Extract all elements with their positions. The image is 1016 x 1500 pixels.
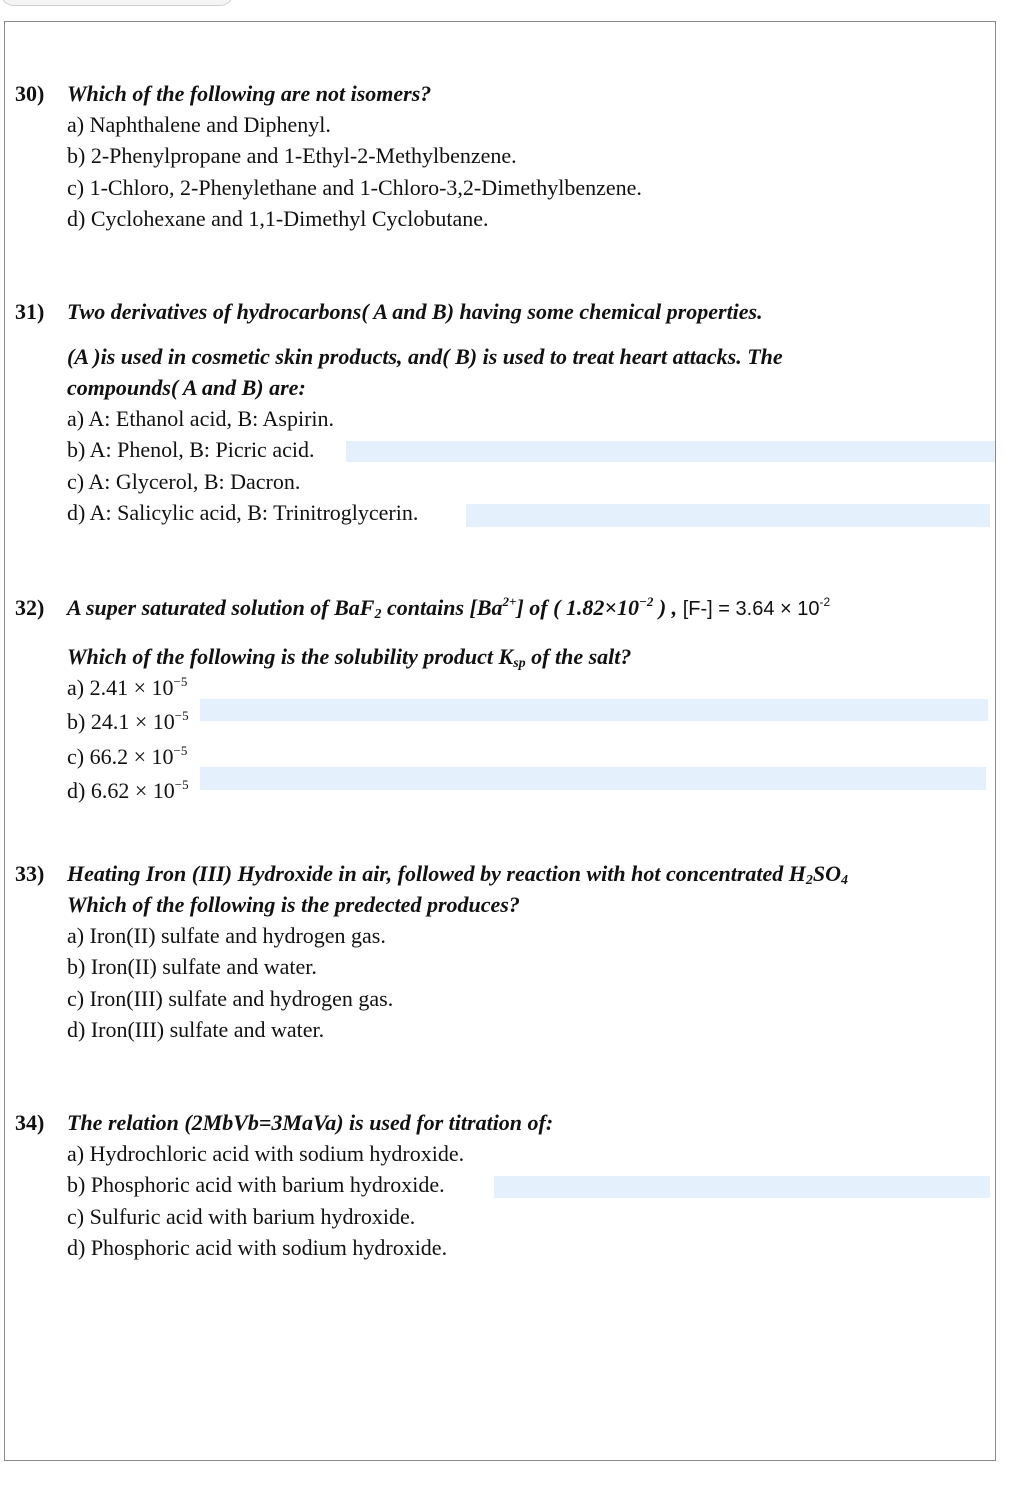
question-number: 34) xyxy=(15,1110,45,1135)
question-31 xyxy=(15,296,985,528)
option-a: a) $2.41 \times 10^{-5}$ xyxy=(67,674,188,700)
question-stem-line: compounds( A and B) are: xyxy=(67,375,306,400)
option-d: d) Cyclohexane and 1,1-Dimethyl Cyclobutane. xyxy=(67,205,489,231)
option-c: c) A: Glycerol, B: Dacron. xyxy=(67,468,301,494)
option-exponent: −5 xyxy=(174,776,189,792)
question-number: 32) xyxy=(15,595,45,620)
option-b: b) Iron(II) sulfate and water. xyxy=(67,954,317,980)
question-33 xyxy=(15,858,985,1045)
question-30 xyxy=(15,78,985,234)
question-page xyxy=(4,21,996,1461)
option-d: d) Iron(III) sulfate and water. xyxy=(67,1016,325,1042)
question-stem-line: Which of the following is the solubility product $K_{sp}$ of the salt? xyxy=(67,644,632,671)
question-number: 31) xyxy=(15,299,45,324)
option-b: b) Phosphoric acid with barium hydroxide. xyxy=(67,1172,445,1198)
option-d: d) $6.62 \times 10^{-5}$ xyxy=(67,776,189,803)
question-stem: 33) Heating Iron (III) Hydroxide in air, followed by reaction with hot concentrated $H_2SO_4$ xyxy=(15,858,985,889)
question-stem-line: (A )is used in cosmetic skin products, and( B) is used to treat heart attacks. The xyxy=(67,344,783,369)
question-number: 30) xyxy=(15,81,45,106)
question-stem-line: Which of the following is the predected produces? xyxy=(67,892,520,917)
top-tab-edge xyxy=(0,0,234,6)
option-d: d) Phosphoric acid with sodium hydroxide. xyxy=(67,1234,448,1260)
option-a: a) Naphthalene and Diphenyl. xyxy=(67,112,331,137)
question-stem: 31) Two derivatives of hydrocarbons( A and B) having some chemical properties. xyxy=(15,296,985,327)
option-exponent: −5 xyxy=(173,742,188,758)
question-34 xyxy=(15,1107,985,1263)
option-b: b) 2-Phenylpropane and 1-Ethyl-2-Methylbenzene. xyxy=(67,143,517,169)
question-number: 33) xyxy=(15,861,45,886)
option-b: b) A: Phenol, B: Picric acid. xyxy=(67,437,315,463)
option-c: c) 1-Chloro, 2-Phenylethane and 1-Chloro-3,2-Dimethylbenzene. xyxy=(67,174,642,200)
question-32 xyxy=(15,592,985,809)
option-a: a) Hydrochloric acid with sodium hydroxide. xyxy=(67,1141,465,1166)
question-stem: 32) A super saturated solution of BaF$_2$ contains $[Ba^{2+}]$ of ( $1.82\times 10^{-2}$ ) , $[F-] = 3.64 \times 10^{-2}$ xyxy=(15,594,831,622)
option-exponent: −5 xyxy=(174,708,189,724)
option-d: d) A: Salicylic acid, B: Trinitroglycerin. xyxy=(67,499,419,525)
option-b: b) $24.1 \times 10^{-5}$ xyxy=(67,708,189,735)
question-stem: 34) The relation (2MbVb=3MaVa) is used for titration of: xyxy=(15,1107,985,1138)
option-exponent: −5 xyxy=(173,674,188,689)
option-a: a) A: Ethanol acid, B: Aspirin. xyxy=(67,406,335,431)
question-stem: 30) Which of the following are not isomers? xyxy=(15,78,985,109)
option-c: c) Iron(III) sulfate and hydrogen gas. xyxy=(67,985,394,1011)
option-c: c) Sulfuric acid with barium hydroxide. xyxy=(67,1203,416,1229)
option-c: c) $66.2 \times 10^{-5}$ xyxy=(67,742,188,769)
option-a: a) Iron(II) sulfate and hydrogen gas. xyxy=(67,923,386,948)
